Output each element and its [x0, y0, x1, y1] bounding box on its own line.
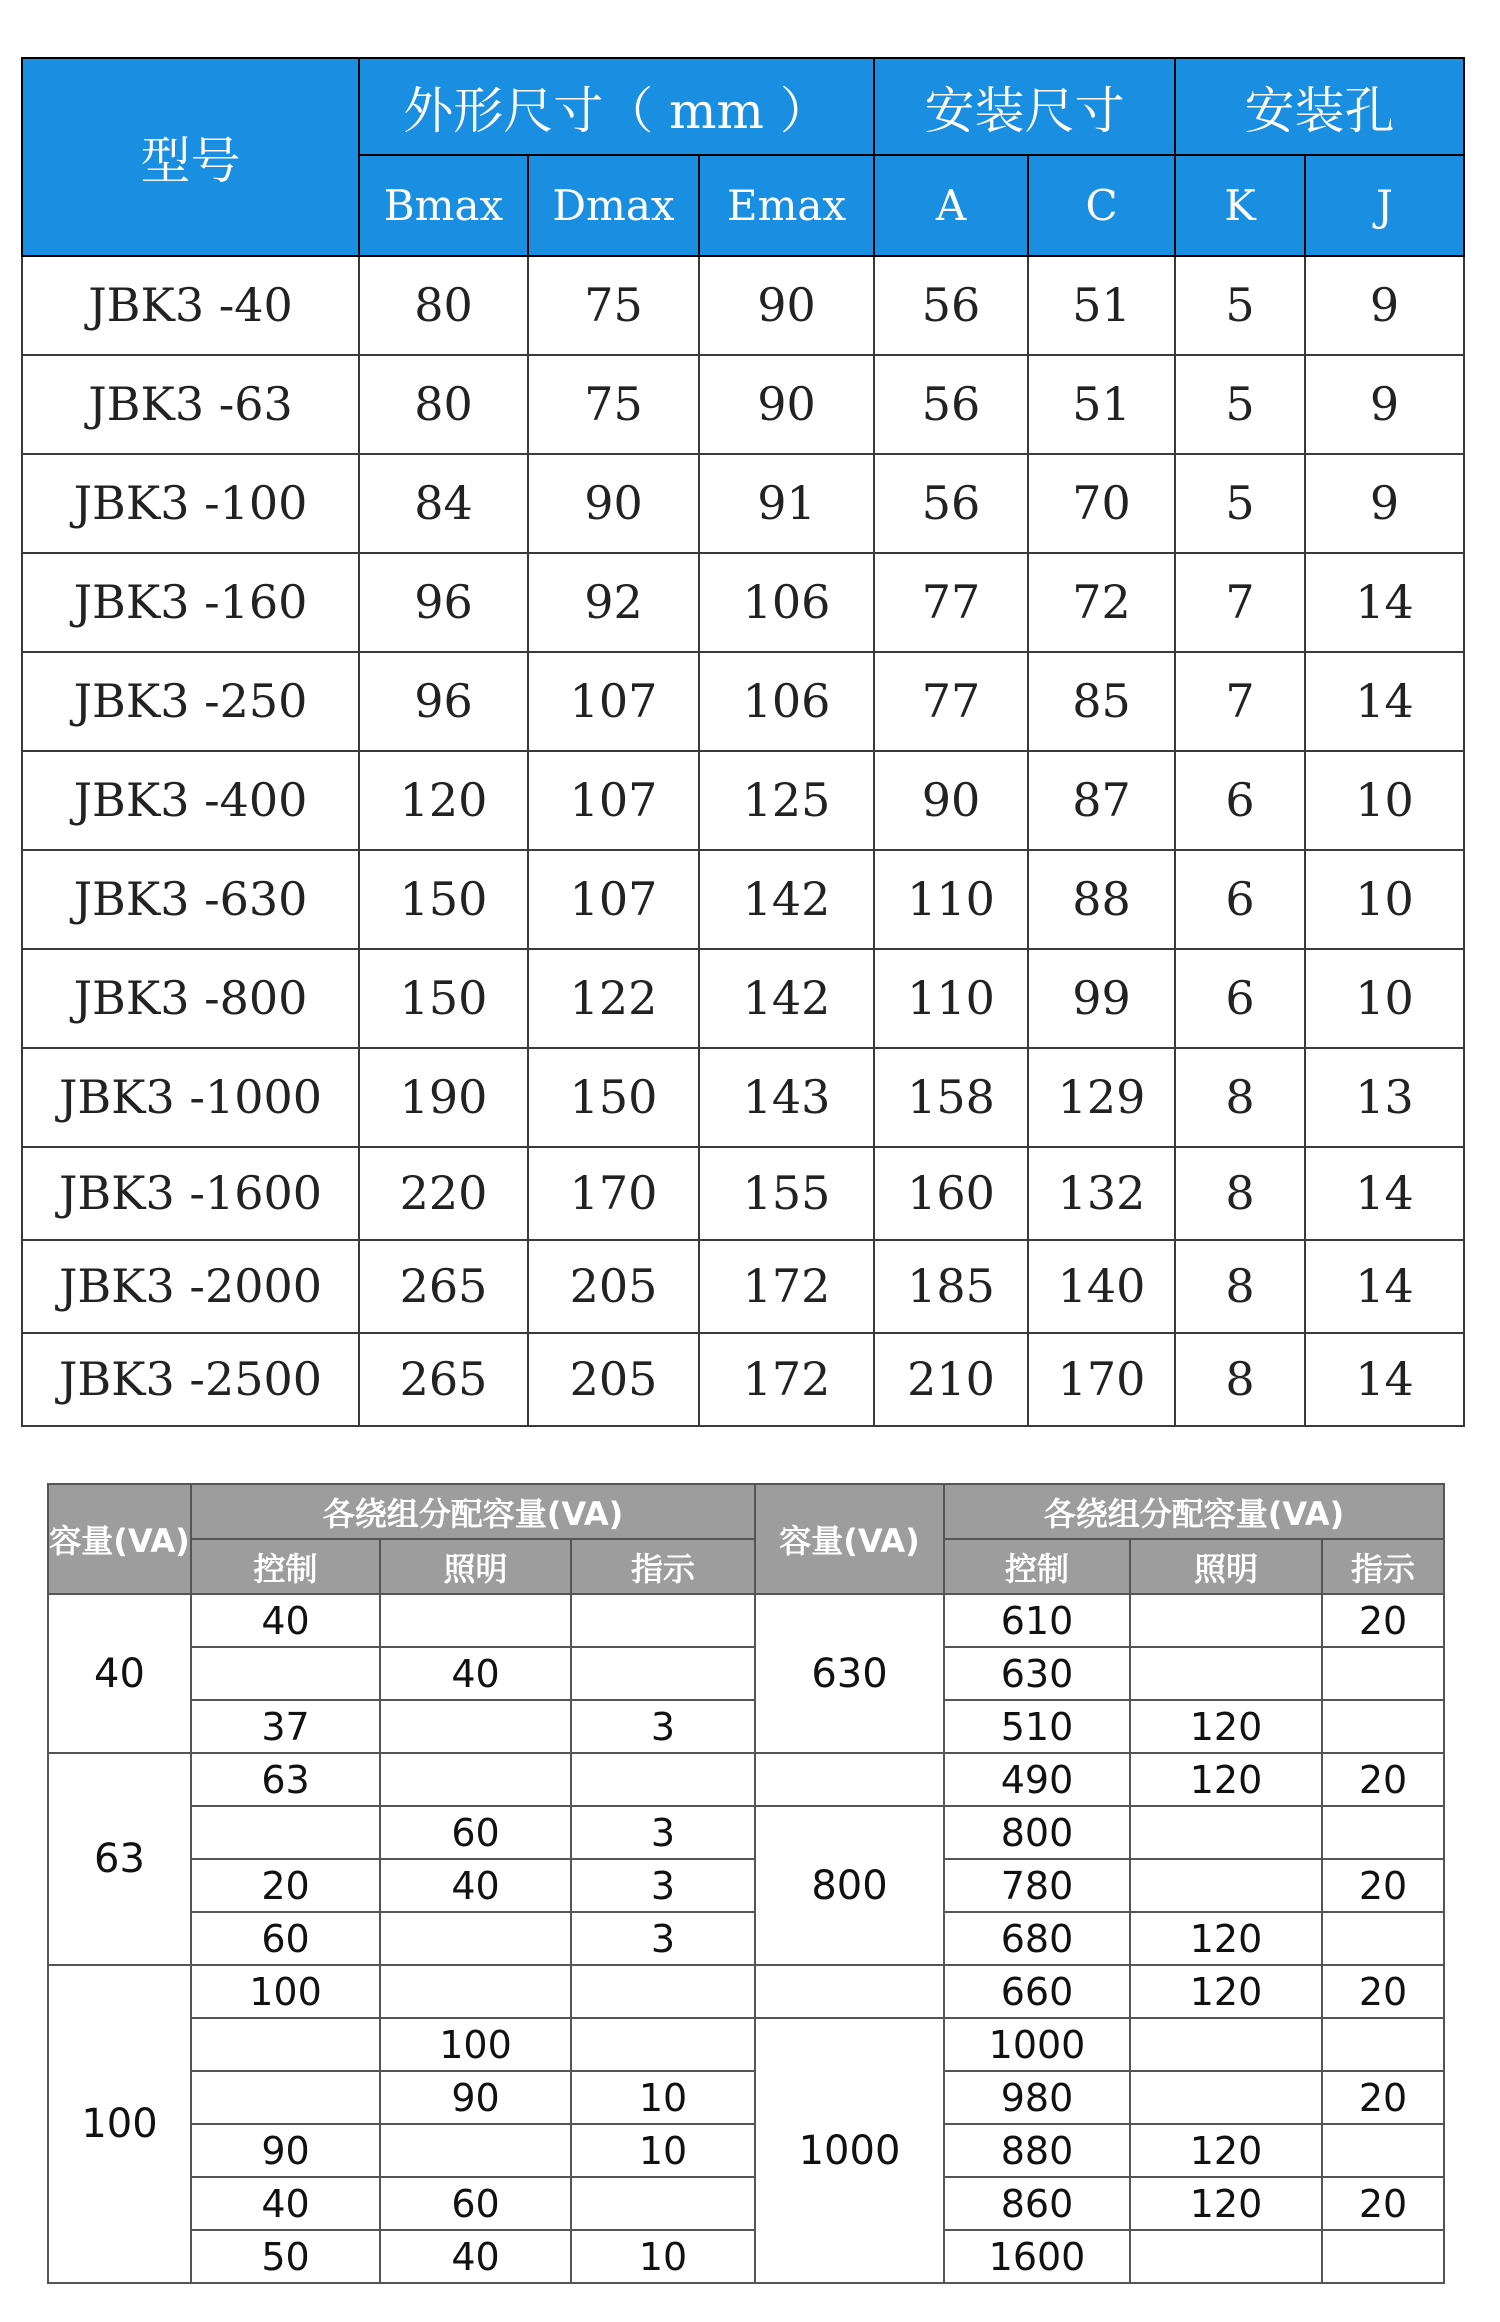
left-indicator-cell: [571, 1965, 755, 2018]
cell-k: 6: [1175, 850, 1305, 949]
right-lighting-cell: [1130, 1859, 1322, 1912]
right-control-header: 控制: [944, 1539, 1130, 1594]
cell-emax: 172: [699, 1333, 874, 1426]
cell-c: 129: [1028, 1048, 1175, 1147]
cell-dmax: 92: [528, 553, 699, 652]
cell-c: 140: [1028, 1240, 1175, 1333]
cell-model: JBK3 -800: [22, 949, 359, 1048]
left-control-cell: [191, 2018, 380, 2071]
right-control-cell: 680: [944, 1912, 1130, 1965]
cell-k: 7: [1175, 652, 1305, 751]
right-lighting-cell: 120: [1130, 2124, 1322, 2177]
cell-bmax: 120: [359, 751, 528, 850]
cell-k: 5: [1175, 454, 1305, 553]
right-control-cell: 610: [944, 1594, 1130, 1647]
left-capacity-cell: 100: [48, 1965, 191, 2283]
cell-k: 8: [1175, 1048, 1305, 1147]
cell-model: JBK3 -1000: [22, 1048, 359, 1147]
cell-dmax: 205: [528, 1240, 699, 1333]
left-control-cell: 37: [191, 1700, 380, 1753]
left-indicator-cell: 3: [571, 1859, 755, 1912]
right-control-cell: 630: [944, 1647, 1130, 1700]
right-control-cell: 980: [944, 2071, 1130, 2124]
right-capacity-cell: 800: [755, 1806, 944, 1965]
cell-a: 158: [874, 1048, 1028, 1147]
col-j: J: [1305, 155, 1464, 256]
left-control-cell: 60: [191, 1912, 380, 1965]
cell-bmax: 150: [359, 949, 528, 1048]
right-indicator-cell: [1322, 2124, 1444, 2177]
left-indicator-cell: [571, 1647, 755, 1700]
col-c: C: [1028, 155, 1175, 256]
model-header: 型号: [22, 58, 359, 256]
right-lighting-cell: 120: [1130, 2177, 1322, 2230]
right-indicator-cell: [1322, 1647, 1444, 1700]
cell-emax: 125: [699, 751, 874, 850]
capacity-row: [48, 1806, 1444, 1859]
cell-model: JBK3 -2500: [22, 1333, 359, 1426]
left-control-cell: [191, 2071, 380, 2124]
right-lighting-cell: [1130, 1647, 1322, 1700]
cell-c: 51: [1028, 355, 1175, 454]
right-lighting-cell: [1130, 2230, 1322, 2283]
left-lighting-cell: [380, 2124, 571, 2177]
cell-dmax: 170: [528, 1147, 699, 1240]
cell-c: 51: [1028, 256, 1175, 355]
cell-j: 13: [1305, 1048, 1464, 1147]
cell-bmax: 96: [359, 652, 528, 751]
cell-emax: 106: [699, 652, 874, 751]
cell-k: 8: [1175, 1240, 1305, 1333]
cell-j: 9: [1305, 355, 1464, 454]
cell-bmax: 84: [359, 454, 528, 553]
dimension-row: [22, 850, 1464, 949]
right-indicator-cell: [1322, 2230, 1444, 2283]
cell-a: 77: [874, 553, 1028, 652]
right-lighting-cell: 120: [1130, 1700, 1322, 1753]
cell-model: JBK3 -630: [22, 850, 359, 949]
capacity-row: [48, 1700, 1444, 1753]
right-lighting-cell: [1130, 2018, 1322, 2071]
left-indicator-cell: 10: [571, 2071, 755, 2124]
left-control-cell: 20: [191, 1859, 380, 1912]
cell-j: 10: [1305, 751, 1464, 850]
dimensions-table: [21, 57, 1465, 1427]
dimension-row: [22, 1147, 1464, 1240]
cell-c: 72: [1028, 553, 1175, 652]
cell-a: 56: [874, 454, 1028, 553]
left-indicator-cell: [571, 1753, 755, 1806]
right-control-cell: 1600: [944, 2230, 1130, 2283]
cell-model: JBK3 -2000: [22, 1240, 359, 1333]
cell-dmax: 90: [528, 454, 699, 553]
left-indicator-cell: 10: [571, 2230, 755, 2283]
right-control-cell: 660: [944, 1965, 1130, 2018]
left-indicator-cell: [571, 2177, 755, 2230]
cell-j: 9: [1305, 256, 1464, 355]
mounting-hole-header: 安装孔: [1175, 58, 1464, 155]
cell-a: 210: [874, 1333, 1028, 1426]
col-k: K: [1175, 155, 1305, 256]
cell-bmax: 265: [359, 1333, 528, 1426]
cell-model: JBK3 -40: [22, 256, 359, 355]
left-lighting-cell: 100: [380, 2018, 571, 2071]
cell-k: 8: [1175, 1333, 1305, 1426]
capacity-row: [48, 1753, 1444, 1806]
left-capacity-cell: 40: [48, 1594, 191, 1753]
cell-a: 110: [874, 850, 1028, 949]
cell-bmax: 80: [359, 355, 528, 454]
cell-model: JBK3 -63: [22, 355, 359, 454]
cell-c: 88: [1028, 850, 1175, 949]
capacity-row: [48, 1594, 1444, 1647]
capacity-row: [48, 2018, 1444, 2071]
cell-c: 70: [1028, 454, 1175, 553]
cell-k: 6: [1175, 949, 1305, 1048]
outline-size-header: 外形尺寸（ mm ）: [359, 58, 874, 155]
left-indicator-header: 指示: [571, 1539, 755, 1594]
right-lighting-cell: [1130, 1594, 1322, 1647]
col-bmax: Bmax: [359, 155, 528, 256]
right-control-cell: 1000: [944, 2018, 1130, 2071]
capacity-table: [47, 1483, 1445, 2284]
right-indicator-cell: 20: [1322, 1965, 1444, 2018]
cell-a: 77: [874, 652, 1028, 751]
left-indicator-cell: [571, 2018, 755, 2071]
cell-model: JBK3 -250: [22, 652, 359, 751]
right-capacity-header: 容量(VA): [755, 1484, 944, 1594]
cell-bmax: 150: [359, 850, 528, 949]
cell-j: 10: [1305, 850, 1464, 949]
right-indicator-cell: 20: [1322, 2177, 1444, 2230]
right-control-cell: 780: [944, 1859, 1130, 1912]
left-indicator-cell: 3: [571, 1700, 755, 1753]
col-emax: Emax: [699, 155, 874, 256]
right-control-cell: 490: [944, 1753, 1130, 1806]
left-lighting-cell: [380, 1965, 571, 2018]
cell-model: JBK3 -1600: [22, 1147, 359, 1240]
cell-emax: 155: [699, 1147, 874, 1240]
dimension-row: [22, 652, 1464, 751]
cell-j: 14: [1305, 1147, 1464, 1240]
right-control-cell: 800: [944, 1806, 1130, 1859]
left-control-cell: 50: [191, 2230, 380, 2283]
cell-a: 90: [874, 751, 1028, 850]
dimension-row: [22, 751, 1464, 850]
cell-bmax: 220: [359, 1147, 528, 1240]
col-dmax: Dmax: [528, 155, 699, 256]
cell-emax: 90: [699, 256, 874, 355]
right-control-cell: 510: [944, 1700, 1130, 1753]
left-control-cell: 100: [191, 1965, 380, 2018]
left-lighting-cell: 40: [380, 1647, 571, 1700]
cell-emax: 143: [699, 1048, 874, 1147]
dimension-row: [22, 1333, 1464, 1426]
cell-emax: 90: [699, 355, 874, 454]
left-lighting-cell: [380, 1594, 571, 1647]
left-lighting-cell: 40: [380, 2230, 571, 2283]
right-lighting-cell: 120: [1130, 1965, 1322, 2018]
left-indicator-cell: [571, 1594, 755, 1647]
capacity-row: [48, 2177, 1444, 2230]
cell-k: 5: [1175, 355, 1305, 454]
right-capacity-cell: [755, 1753, 944, 1806]
capacity-row: [48, 2071, 1444, 2124]
cell-emax: 142: [699, 949, 874, 1048]
right-control-cell: 880: [944, 2124, 1130, 2177]
left-lighting-cell: 40: [380, 1859, 571, 1912]
capacity-row: [48, 1859, 1444, 1912]
left-control-cell: [191, 1806, 380, 1859]
cell-j: 14: [1305, 553, 1464, 652]
cell-model: JBK3 -160: [22, 553, 359, 652]
right-control-cell: 860: [944, 2177, 1130, 2230]
left-lighting-cell: 60: [380, 1806, 571, 1859]
left-lighting-cell: [380, 1700, 571, 1753]
left-allocation-header: 各绕组分配容量(VA): [191, 1484, 755, 1539]
cell-j: 14: [1305, 1240, 1464, 1333]
cell-k: 7: [1175, 553, 1305, 652]
right-lighting-cell: [1130, 1806, 1322, 1859]
cell-model: JBK3 -400: [22, 751, 359, 850]
left-lighting-cell: [380, 1753, 571, 1806]
cell-j: 14: [1305, 652, 1464, 751]
cell-bmax: 265: [359, 1240, 528, 1333]
dimension-row: [22, 355, 1464, 454]
dimensions-table-body: [22, 256, 1464, 1426]
cell-j: 9: [1305, 454, 1464, 553]
left-control-cell: [191, 1647, 380, 1700]
cell-dmax: 107: [528, 652, 699, 751]
dimension-row: [22, 256, 1464, 355]
cell-k: 5: [1175, 256, 1305, 355]
cell-a: 110: [874, 949, 1028, 1048]
left-lighting-cell: 90: [380, 2071, 571, 2124]
cell-a: 185: [874, 1240, 1028, 1333]
cell-bmax: 96: [359, 553, 528, 652]
right-lighting-header: 照明: [1130, 1539, 1322, 1594]
right-capacity-cell: [755, 1965, 944, 2018]
left-indicator-cell: 3: [571, 1912, 755, 1965]
cell-a: 56: [874, 355, 1028, 454]
capacity-row: [48, 2230, 1444, 2283]
left-capacity-header: 容量(VA): [48, 1484, 191, 1594]
mounting-size-header: 安装尺寸: [874, 58, 1175, 155]
right-indicator-header: 指示: [1322, 1539, 1444, 1594]
capacity-row: [48, 1965, 1444, 2018]
right-capacity-cell: 630: [755, 1594, 944, 1753]
dimension-row: [22, 1240, 1464, 1333]
cell-dmax: 75: [528, 355, 699, 454]
cell-k: 8: [1175, 1147, 1305, 1240]
cell-dmax: 205: [528, 1333, 699, 1426]
cell-model: JBK3 -100: [22, 454, 359, 553]
right-indicator-cell: 20: [1322, 1753, 1444, 1806]
left-indicator-cell: 10: [571, 2124, 755, 2177]
right-indicator-cell: 20: [1322, 2071, 1444, 2124]
right-lighting-cell: [1130, 2071, 1322, 2124]
cell-bmax: 190: [359, 1048, 528, 1147]
dimension-row: [22, 553, 1464, 652]
cell-emax: 91: [699, 454, 874, 553]
capacity-row: [48, 1647, 1444, 1700]
right-indicator-cell: 20: [1322, 1859, 1444, 1912]
right-indicator-cell: 20: [1322, 1594, 1444, 1647]
cell-j: 10: [1305, 949, 1464, 1048]
col-a: A: [874, 155, 1028, 256]
left-indicator-cell: 3: [571, 1806, 755, 1859]
cell-a: 56: [874, 256, 1028, 355]
capacity-row: [48, 1912, 1444, 1965]
cell-j: 14: [1305, 1333, 1464, 1426]
cell-emax: 142: [699, 850, 874, 949]
right-indicator-cell: [1322, 2018, 1444, 2071]
cell-c: 85: [1028, 652, 1175, 751]
cell-c: 99: [1028, 949, 1175, 1048]
cell-a: 160: [874, 1147, 1028, 1240]
left-control-cell: 40: [191, 2177, 380, 2230]
dimension-row: [22, 1048, 1464, 1147]
cell-c: 132: [1028, 1147, 1175, 1240]
left-lighting-header: 照明: [380, 1539, 571, 1594]
cell-c: 87: [1028, 751, 1175, 850]
right-lighting-cell: 120: [1130, 1912, 1322, 1965]
left-lighting-cell: 60: [380, 2177, 571, 2230]
right-capacity-cell: 1000: [755, 2018, 944, 2283]
cell-dmax: 107: [528, 850, 699, 949]
left-control-cell: 40: [191, 1594, 380, 1647]
cell-emax: 106: [699, 553, 874, 652]
right-indicator-cell: [1322, 1806, 1444, 1859]
cell-emax: 172: [699, 1240, 874, 1333]
cell-dmax: 107: [528, 751, 699, 850]
cell-dmax: 75: [528, 256, 699, 355]
left-capacity-cell: 63: [48, 1753, 191, 1965]
cell-k: 6: [1175, 751, 1305, 850]
cell-c: 170: [1028, 1333, 1175, 1426]
capacity-table-body: [48, 1594, 1444, 2283]
right-indicator-cell: [1322, 1700, 1444, 1753]
left-control-header: 控制: [191, 1539, 380, 1594]
cell-bmax: 80: [359, 256, 528, 355]
left-lighting-cell: [380, 1912, 571, 1965]
right-indicator-cell: [1322, 1912, 1444, 1965]
cell-dmax: 150: [528, 1048, 699, 1147]
cell-dmax: 122: [528, 949, 699, 1048]
capacity-row: [48, 2124, 1444, 2177]
left-control-cell: 63: [191, 1753, 380, 1806]
dimension-row: [22, 454, 1464, 553]
right-lighting-cell: 120: [1130, 1753, 1322, 1806]
dimension-row: [22, 949, 1464, 1048]
left-control-cell: 90: [191, 2124, 380, 2177]
right-allocation-header: 各绕组分配容量(VA): [944, 1484, 1444, 1539]
